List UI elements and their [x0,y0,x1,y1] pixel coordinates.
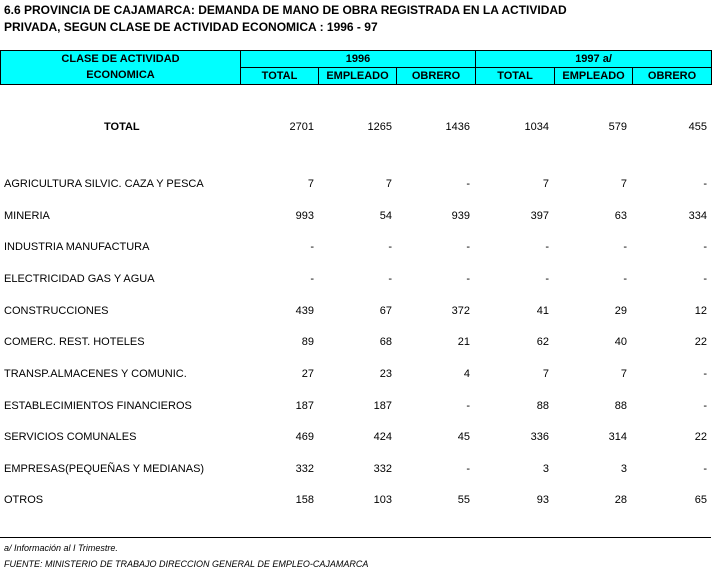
header-clase-line-1: CLASE DE ACTIVIDAD [1,51,241,68]
cell-total-1996: 993 [295,210,314,222]
cell-obrero-1996: - [466,178,470,190]
cell-total-1996: 187 [295,400,314,412]
row-label: ESTABLECIMIENTOS FINANCIEROS [4,400,192,412]
header-col-obrero-1997: OBRERO [633,68,712,85]
cell-empleado-1997: 63 [614,210,627,222]
table-row [0,210,713,224]
cell-obrero-1996: 21 [457,336,470,348]
cell-obrero-1996: - [466,400,470,412]
cell-total-1996: 27 [301,368,314,380]
cell-obrero-1996: 372 [451,305,470,317]
cell-total-1997: 7 [542,368,549,380]
cell-obrero-1997: 12 [694,305,707,317]
cell-empleado-1997: 314 [608,431,627,443]
row-label: TOTAL [104,121,140,133]
cell-total-1997: 7 [542,178,549,190]
header-year-1996: 1996 [241,51,476,68]
cell-obrero-1996: 4 [463,368,470,380]
cell-empleado-1997: 7 [620,368,627,380]
cell-empleado-1996: - [388,241,392,253]
cell-empleado-1997: - [623,241,627,253]
cell-obrero-1997: 22 [694,336,707,348]
cell-total-1997: - [545,241,549,253]
cell-total-1996: 439 [295,305,314,317]
cell-total-1996: - [310,241,314,253]
cell-empleado-1997: 3 [620,463,627,475]
table-row [0,273,713,287]
cell-total-1997: 397 [530,210,549,222]
row-label: TRANSP.ALMACENES Y COMUNIC. [4,368,187,380]
cell-empleado-1996: 67 [379,305,392,317]
cell-empleado-1996: 332 [373,463,392,475]
row-label: COMERC. REST. HOTELES [4,336,145,348]
cell-obrero-1997: - [703,273,707,285]
header-col-empleado-1996: EMPLEADO [319,68,397,85]
cell-total-1997: 93 [536,494,549,506]
cell-empleado-1997: 7 [620,178,627,190]
cell-empleado-1996: 68 [379,336,392,348]
cell-total-1996: 469 [295,431,314,443]
header-col-obrero-1996: OBRERO [397,68,476,85]
cell-obrero-1997: - [703,241,707,253]
cell-obrero-1996: 939 [451,210,470,222]
table-row [0,463,713,477]
cell-obrero-1997: 455 [688,121,707,133]
row-label: INDUSTRIA MANUFACTURA [4,241,150,253]
cell-total-1997: 1034 [524,121,549,133]
table-row [0,368,713,382]
header-col-empleado-1997: EMPLEADO [555,68,633,85]
cell-obrero-1997: - [703,463,707,475]
cell-empleado-1996: 103 [373,494,392,506]
cell-total-1997: 62 [536,336,549,348]
cell-total-1996: 332 [295,463,314,475]
header-year-1997: 1997 a/ [476,51,712,68]
table-row-total [0,121,713,135]
row-label: OTROS [4,494,44,506]
cell-total-1996: 2701 [289,121,314,133]
cell-obrero-1997: - [703,400,707,412]
cell-obrero-1996: - [466,241,470,253]
cell-empleado-1996: 187 [373,400,392,412]
cell-empleado-1997: 29 [614,305,627,317]
table-row [0,178,713,192]
row-label: CONSTRUCCIONES [4,305,109,317]
cell-total-1996: 7 [307,178,314,190]
table-title-line-2: PRIVADA, SEGUN CLASE DE ACTIVIDAD ECONOMICA : 1996 - 97 [4,20,378,34]
cell-total-1997: - [545,273,549,285]
cell-empleado-1996: 424 [373,431,392,443]
cell-empleado-1996: 1265 [367,121,392,133]
cell-total-1997: 41 [536,305,549,317]
row-label: EMPRESAS(PEQUEÑAS Y MEDIANAS) [4,463,205,475]
table-row [0,241,713,255]
header-col-total-1997: TOTAL [476,68,555,85]
cell-obrero-1997: 22 [694,431,707,443]
table-row [0,305,713,319]
cell-total-1997: 3 [542,463,549,475]
table-row [0,494,713,508]
cell-empleado-1997: 28 [614,494,627,506]
header-col-total-1996: TOTAL [241,68,319,85]
cell-empleado-1997: - [623,273,627,285]
cell-empleado-1996: - [388,273,392,285]
source-note: FUENTE: MINISTERIO DE TRABAJO DIRECCION GENERAL DE EMPLEO-CAJAMARCA [4,559,369,569]
footnote: a/ Información al I Trimestre. [4,543,118,553]
cell-obrero-1997: 65 [694,494,707,506]
table-header [0,50,712,85]
cell-empleado-1996: 54 [379,210,392,222]
row-label: SERVICIOS COMUNALES [4,431,137,443]
footer-divider [0,537,711,538]
cell-empleado-1996: 23 [379,368,392,380]
table-row [0,431,713,445]
cell-obrero-1997: - [703,178,707,190]
cell-total-1997: 336 [530,431,549,443]
row-label: AGRICULTURA SILVIC. CAZA Y PESCA [4,178,204,190]
table-title-line-1: 6.6 PROVINCIA DE CAJAMARCA: DEMANDA DE MANO DE OBRA REGISTRADA EN LA ACTIVIDAD [4,3,567,17]
cell-empleado-1997: 579 [608,121,627,133]
cell-total-1996: 89 [301,336,314,348]
table-row [0,336,713,350]
row-label: ELECTRICIDAD GAS Y AGUA [4,273,155,285]
cell-obrero-1996: 55 [457,494,470,506]
cell-obrero-1997: 334 [688,210,707,222]
cell-obrero-1996: 45 [457,431,470,443]
row-label: MINERIA [4,210,50,222]
cell-obrero-1996: - [466,463,470,475]
cell-empleado-1997: 40 [614,336,627,348]
cell-empleado-1997: 88 [614,400,627,412]
cell-obrero-1997: - [703,368,707,380]
cell-obrero-1996: 1436 [445,121,470,133]
header-clase-line-2: ECONOMICA [1,68,241,85]
cell-total-1997: 88 [536,400,549,412]
cell-total-1996: 158 [295,494,314,506]
cell-total-1996: - [310,273,314,285]
cell-empleado-1996: 7 [385,178,392,190]
cell-obrero-1996: - [466,273,470,285]
table-row [0,400,713,414]
